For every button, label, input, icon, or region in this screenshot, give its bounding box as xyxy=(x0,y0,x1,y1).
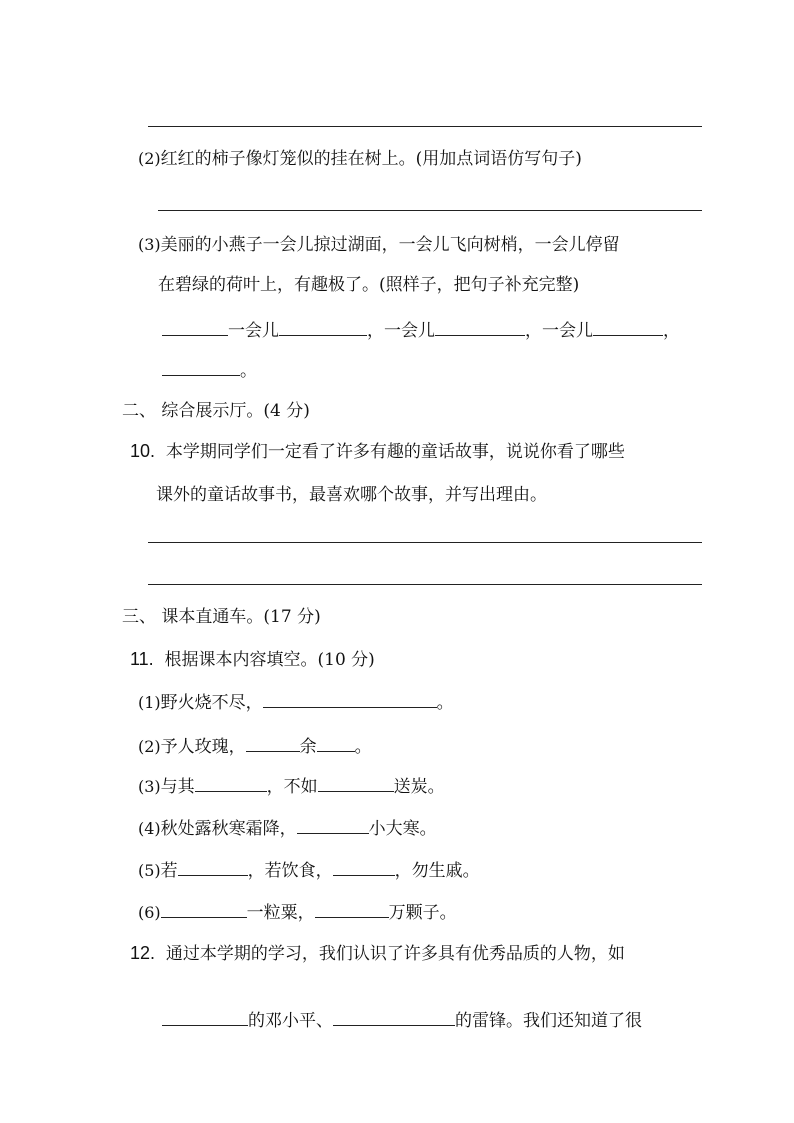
section-two-heading: 二、 综合展示厅。(4 分) xyxy=(122,401,310,421)
fill-blank[interactable] xyxy=(318,774,394,792)
section-three-heading: 三、 课本直通车。(17 分) xyxy=(122,607,321,627)
q11-item-5: (5)若 ，若饮食， ，勿生戚。 xyxy=(138,858,480,882)
answer-line[interactable] xyxy=(148,542,702,543)
fill-blank[interactable] xyxy=(162,318,228,336)
q11-item-6: (6) 一粒粟， 万颗子。 xyxy=(138,900,457,924)
question-12-line2: 的邓小平、 的雷锋。我们还知道了很 xyxy=(162,1008,642,1032)
question-10-line2: 课外的童话故事书，最喜欢哪个故事，并写出理由。 xyxy=(156,485,547,505)
fill-blank[interactable] xyxy=(263,690,437,708)
fill-blank[interactable] xyxy=(315,900,389,918)
fill-blank[interactable] xyxy=(297,816,369,834)
question-2-text: (2)红红的柿子像灯笼似的挂在树上。(用加点词语仿写句子) xyxy=(138,149,582,169)
question-3-fill-end: 。 xyxy=(162,358,257,382)
answer-line[interactable] xyxy=(148,584,702,585)
q11-item-2: (2)予人玫瑰， 余 。 xyxy=(138,734,372,758)
question-11-title: 11. 根据课本内容填空。(10 分) xyxy=(130,649,375,670)
question-12-line1: 12. 通过本学期的学习，我们认识了许多具有优秀品质的人物，如 xyxy=(130,943,625,964)
q11-item-3: (3)与其 ，不如 送炭。 xyxy=(138,774,445,798)
fill-blank[interactable] xyxy=(279,318,367,336)
answer-line[interactable] xyxy=(148,126,702,127)
answer-line[interactable] xyxy=(158,210,702,211)
fill-blank[interactable] xyxy=(161,900,247,918)
fill-blank[interactable] xyxy=(195,774,267,792)
fill-blank[interactable] xyxy=(317,734,355,752)
q11-item-1: (1)野火烧不尽， 。 xyxy=(138,690,454,714)
fill-blank[interactable] xyxy=(435,318,525,336)
q11-item-4: (4)秋处露秋寒霜降， 小大寒。 xyxy=(138,816,437,840)
fill-blank[interactable] xyxy=(178,858,248,876)
fill-blank[interactable] xyxy=(333,1008,455,1026)
fill-blank[interactable] xyxy=(333,858,395,876)
question-10-line1: 10. 本学期同学们一定看了许多有趣的童话故事，说说你看了哪些 xyxy=(130,441,625,462)
fill-blank[interactable] xyxy=(593,318,663,336)
question-3-line1: (3)美丽的小燕子一会儿掠过湖面，一会儿飞向树梢，一会儿停留 xyxy=(138,235,620,255)
fill-blank[interactable] xyxy=(162,1008,248,1026)
fill-blank[interactable] xyxy=(162,358,240,376)
question-3-line2: 在碧绿的荷叶上，有趣极了。(照样子，把句子补充完整) xyxy=(158,275,580,295)
fill-blank[interactable] xyxy=(246,734,300,752)
question-3-fill-row: 一会儿 ，一会儿 ，一会儿 ， xyxy=(162,318,680,342)
